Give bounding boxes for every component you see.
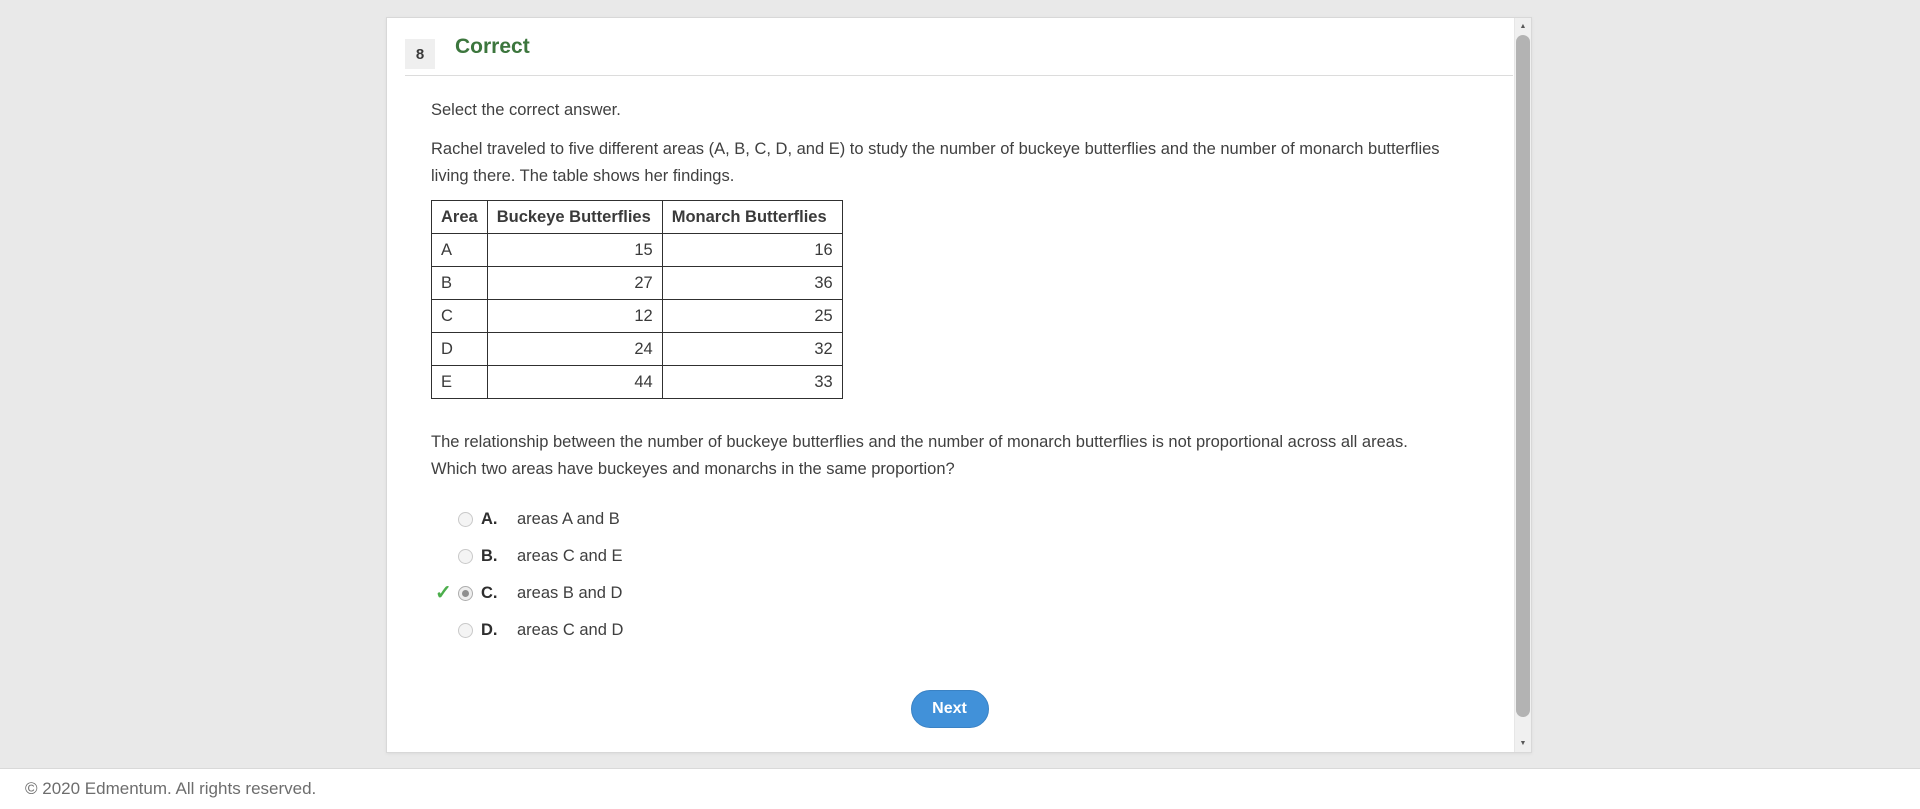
- cell-monarch: 36: [662, 267, 842, 300]
- cell-monarch: 33: [662, 366, 842, 399]
- question-text: The relationship between the number of buckeye butterflies and the number of monarch butterflies is not proportional across all areas. Which two areas have buckeyes and monarchs in the same proportion?: [431, 433, 1408, 478]
- scroll-down-icon[interactable]: ▼: [1519, 740, 1527, 747]
- question-status-label: Correct: [455, 35, 530, 58]
- findings-table: [431, 200, 843, 399]
- option-text: areas B and D: [517, 584, 623, 602]
- option-letter: D.: [481, 621, 498, 639]
- table-row: [432, 333, 843, 366]
- option-letter: C.: [481, 584, 498, 602]
- question-body: [387, 97, 1531, 728]
- cell-area: C: [432, 300, 488, 333]
- table-row: [432, 300, 843, 333]
- cell-monarch: 16: [662, 234, 842, 267]
- cell-monarch: 32: [662, 333, 842, 366]
- option-letter: A.: [481, 510, 498, 528]
- footer: [0, 768, 1920, 809]
- cell-buckeye: 44: [487, 366, 662, 399]
- copyright-text: © 2020 Edmentum. All rights reserved.: [25, 779, 317, 798]
- cell-monarch: 25: [662, 300, 842, 333]
- cell-area: E: [432, 366, 488, 399]
- check-slot: [437, 583, 458, 604]
- cell-buckeye: 27: [487, 267, 662, 300]
- cell-area: A: [432, 234, 488, 267]
- table-header-row: [432, 201, 843, 234]
- option-text: areas A and B: [517, 510, 620, 528]
- col-header-area: Area: [432, 201, 488, 234]
- answer-option-d[interactable]: [431, 612, 1487, 649]
- radio-button-b[interactable]: [458, 549, 473, 564]
- cell-area: D: [432, 333, 488, 366]
- option-text: areas C and E: [517, 547, 623, 565]
- instruction-text: Select the correct answer.: [431, 101, 621, 119]
- scrollbar[interactable]: [1514, 18, 1531, 752]
- table-row: [432, 366, 843, 399]
- scroll-up-icon[interactable]: ▲: [1519, 23, 1527, 30]
- question-prompt: Rachel traveled to five different areas (A, B, C, D, and E) to study the number of buckeye butterflies and the number of monarch butterflies living there. The table shows her findings.: [431, 140, 1440, 185]
- scrollbar-thumb[interactable]: [1516, 35, 1530, 717]
- cell-buckeye: 12: [487, 300, 662, 333]
- cell-buckeye: 15: [487, 234, 662, 267]
- col-header-monarch: Monarch Butterflies: [662, 201, 842, 234]
- table-row: [432, 267, 843, 300]
- cell-buckeye: 24: [487, 333, 662, 366]
- option-text: areas C and D: [517, 621, 624, 639]
- cell-area: B: [432, 267, 488, 300]
- correct-check-icon: ✓: [435, 582, 452, 604]
- radio-button-c[interactable]: [458, 586, 473, 601]
- answer-options: [431, 501, 1487, 649]
- radio-button-d[interactable]: [458, 623, 473, 638]
- answer-option-c[interactable]: [431, 575, 1487, 612]
- next-button-row: [431, 690, 1468, 728]
- question-number-badge: 8: [405, 39, 435, 69]
- question-header: [405, 18, 1513, 76]
- answer-option-b[interactable]: [431, 538, 1487, 575]
- answer-option-a[interactable]: [431, 501, 1487, 538]
- question-card: [386, 17, 1532, 753]
- option-letter: B.: [481, 547, 498, 565]
- col-header-buckeye: Buckeye Butterflies: [487, 201, 662, 234]
- radio-button-a[interactable]: [458, 512, 473, 527]
- next-button[interactable]: Next: [911, 690, 989, 728]
- table-row: [432, 234, 843, 267]
